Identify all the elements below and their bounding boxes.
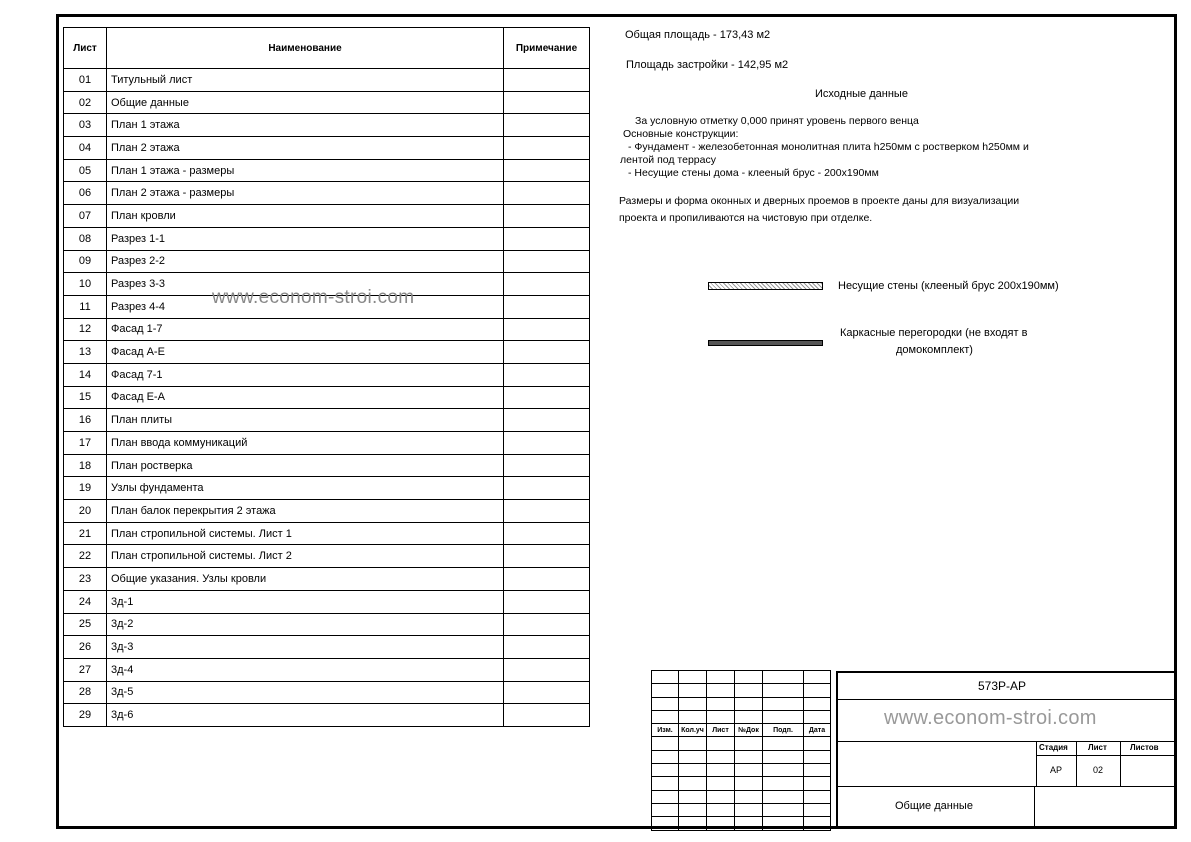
sheet-name: Разрез 4-4 xyxy=(107,295,504,318)
sheet-note xyxy=(504,318,590,341)
sheet-name: План стропильной системы. Лист 2 xyxy=(107,545,504,568)
sheet-note xyxy=(504,227,590,250)
watermark: www.econom-stroi.com xyxy=(212,287,415,308)
sheet-number: 09 xyxy=(64,250,107,273)
revision-col-header: Изм. xyxy=(652,724,679,737)
sheet-name: Разрез 3-3 xyxy=(107,273,504,296)
stage-value: АР xyxy=(1050,765,1063,775)
table-row xyxy=(64,91,590,114)
sheet-title: Общие данные xyxy=(895,800,973,812)
sheet-name: 3д-3 xyxy=(107,636,504,659)
bearing-wall-label: Несущие стены (клееный брус 200х190мм) xyxy=(838,280,1059,292)
table-row xyxy=(64,409,590,432)
sheet-name: 3д-2 xyxy=(107,613,504,636)
table-row xyxy=(64,318,590,341)
table-row xyxy=(64,182,590,205)
sheet-note xyxy=(504,454,590,477)
sheet-list-table xyxy=(63,27,590,727)
sheet-name: Фасад 7-1 xyxy=(107,363,504,386)
sheet-note xyxy=(504,477,590,500)
table-row xyxy=(64,545,590,568)
sheet-note xyxy=(504,91,590,114)
sheet-number: 27 xyxy=(64,658,107,681)
table-row xyxy=(64,477,590,500)
sheet-name: План кровли xyxy=(107,205,504,228)
sheet-name: План ростверка xyxy=(107,454,504,477)
sheet-note xyxy=(504,545,590,568)
sheet-note xyxy=(504,205,590,228)
table-row xyxy=(64,500,590,523)
sheet-note xyxy=(504,613,590,636)
note-line: - Фундамент - железобетонная монолитная плита h250мм с ростверком h250мм и xyxy=(628,141,1029,153)
revision-col-header: Кол.уч xyxy=(679,724,707,737)
sheet-number: 20 xyxy=(64,500,107,523)
sheet-number: 03 xyxy=(64,114,107,137)
table-row xyxy=(64,137,590,160)
sheet-note xyxy=(504,341,590,364)
table-row xyxy=(64,613,590,636)
table-row xyxy=(64,454,590,477)
sheet-name: Разрез 1-1 xyxy=(107,227,504,250)
sheet-note xyxy=(504,636,590,659)
table-row xyxy=(64,341,590,364)
sheet-note xyxy=(504,522,590,545)
partition-label-1: Каркасные перегородки (не входят в xyxy=(840,327,1028,339)
table-row xyxy=(64,227,590,250)
sheet-number: 08 xyxy=(64,227,107,250)
stage-label: Стадия xyxy=(1039,743,1068,752)
note-line: лентой под террасу xyxy=(620,154,716,166)
partition-swatch xyxy=(708,340,823,346)
sheet-number: 06 xyxy=(64,182,107,205)
sheet-number: 01 xyxy=(64,69,107,92)
total-area: Общая площадь - 173,43 м2 xyxy=(625,29,771,41)
table-row xyxy=(64,114,590,137)
sheet-name: Общие указания. Узлы кровли xyxy=(107,568,504,591)
document-code: 573Р-АР xyxy=(978,679,1027,693)
sheet-note xyxy=(504,681,590,704)
sheet-number: 28 xyxy=(64,681,107,704)
sheet-name: 3д-1 xyxy=(107,590,504,613)
sheet-note xyxy=(504,69,590,92)
sheet-number: 15 xyxy=(64,386,107,409)
table-row xyxy=(64,250,590,273)
table-row xyxy=(64,590,590,613)
sheet-label: Лист xyxy=(1088,743,1107,752)
sheet-note xyxy=(504,295,590,318)
sheet-name: План 2 этажа xyxy=(107,137,504,160)
sheet-number: 04 xyxy=(64,137,107,160)
sheet-name: План 1 этажа - размеры xyxy=(107,159,504,182)
sheet-name: 3д-4 xyxy=(107,658,504,681)
sheet-number: 24 xyxy=(64,590,107,613)
revision-grid xyxy=(651,670,831,831)
revision-col-header: №Док xyxy=(735,724,763,737)
sheet-number: 18 xyxy=(64,454,107,477)
sheet-number: 29 xyxy=(64,704,107,727)
sheet-note xyxy=(504,182,590,205)
sheet-name: План стропильной системы. Лист 1 xyxy=(107,522,504,545)
title-watermark: www.econom-stroi.com xyxy=(884,707,1097,729)
sheet-note xyxy=(504,704,590,727)
sheet-note xyxy=(504,159,590,182)
sheet-note xyxy=(504,500,590,523)
sheet-name: Фасад 1-7 xyxy=(107,318,504,341)
sheet-name: План плиты xyxy=(107,409,504,432)
table-row xyxy=(64,205,590,228)
partition-label-2: домокомплект) xyxy=(896,344,973,356)
table-row xyxy=(64,522,590,545)
sheet-name: Титульный лист xyxy=(107,69,504,92)
sheet-name: План ввода коммуникаций xyxy=(107,432,504,455)
table-row xyxy=(64,568,590,591)
sheet-note xyxy=(504,409,590,432)
sheet-number: 23 xyxy=(64,568,107,591)
table-row xyxy=(64,386,590,409)
built-area: Площадь застройки - 142,95 м2 xyxy=(626,59,789,71)
table-row xyxy=(64,636,590,659)
table-header-row xyxy=(64,28,590,69)
sheet-note xyxy=(504,432,590,455)
sheet-note xyxy=(504,386,590,409)
header-sheet: Лист xyxy=(64,28,107,69)
sheet-note xyxy=(504,590,590,613)
sheet-name: Общие данные xyxy=(107,91,504,114)
sheet-note xyxy=(504,363,590,386)
sheet-number: 19 xyxy=(64,477,107,500)
table-row xyxy=(64,681,590,704)
sheet-value: 02 xyxy=(1093,765,1104,775)
sheet-number: 17 xyxy=(64,432,107,455)
sheet-name: План 2 этажа - размеры xyxy=(107,182,504,205)
sheet-note xyxy=(504,114,590,137)
sheet-number: 12 xyxy=(64,318,107,341)
sheet-number: 05 xyxy=(64,159,107,182)
sheet-number: 07 xyxy=(64,205,107,228)
table-row xyxy=(64,704,590,727)
bearing-wall-swatch xyxy=(708,282,823,290)
sheet-name: Фасад А-Е xyxy=(107,341,504,364)
sheet-number: 13 xyxy=(64,341,107,364)
revision-col-header: Дата xyxy=(804,724,831,737)
sheet-number: 11 xyxy=(64,295,107,318)
initial-data-heading: Исходные данные xyxy=(815,88,908,100)
header-note: Примечание xyxy=(504,28,590,69)
sheet-number: 16 xyxy=(64,409,107,432)
sheet-name: Узлы фундамента xyxy=(107,477,504,500)
sheet-name: План 1 этажа xyxy=(107,114,504,137)
sheet-note xyxy=(504,568,590,591)
table-row xyxy=(64,363,590,386)
sheet-number: 10 xyxy=(64,273,107,296)
note-line: За условную отметку 0,000 принят уровень первого венца xyxy=(635,115,919,127)
sheet-number: 02 xyxy=(64,91,107,114)
sheet-name: Фасад Е-А xyxy=(107,386,504,409)
table-row xyxy=(64,658,590,681)
sheet-number: 25 xyxy=(64,613,107,636)
sheet-name: Разрез 2-2 xyxy=(107,250,504,273)
sheet-name: 3д-5 xyxy=(107,681,504,704)
table-row xyxy=(64,69,590,92)
revision-headers xyxy=(652,724,831,737)
note-line: - Несущие стены дома - клееный брус - 200х190мм xyxy=(628,167,879,179)
sheet-name: 3д-6 xyxy=(107,704,504,727)
revision-col-header: Лист xyxy=(707,724,735,737)
sheet-name: План балок перекрытия 2 этажа xyxy=(107,500,504,523)
sheet-number: 21 xyxy=(64,522,107,545)
note-line: Основные конструкции: xyxy=(623,128,739,140)
header-name: Наименование xyxy=(107,28,504,69)
sheet-note xyxy=(504,250,590,273)
note-line: проекта и пропиливаются на чистовую при отделке. xyxy=(619,212,873,224)
sheet-note xyxy=(504,658,590,681)
revision-col-header: Подп. xyxy=(763,724,804,737)
sheets-label: Листов xyxy=(1130,743,1159,752)
sheet-number: 14 xyxy=(64,363,107,386)
sheet-number: 22 xyxy=(64,545,107,568)
sheet-number: 26 xyxy=(64,636,107,659)
table-row xyxy=(64,432,590,455)
table-row xyxy=(64,159,590,182)
sheet-note xyxy=(504,273,590,296)
note-line: Размеры и форма оконных и дверных проемов в проекте даны для визуализации xyxy=(619,195,1020,207)
sheet-note xyxy=(504,137,590,160)
